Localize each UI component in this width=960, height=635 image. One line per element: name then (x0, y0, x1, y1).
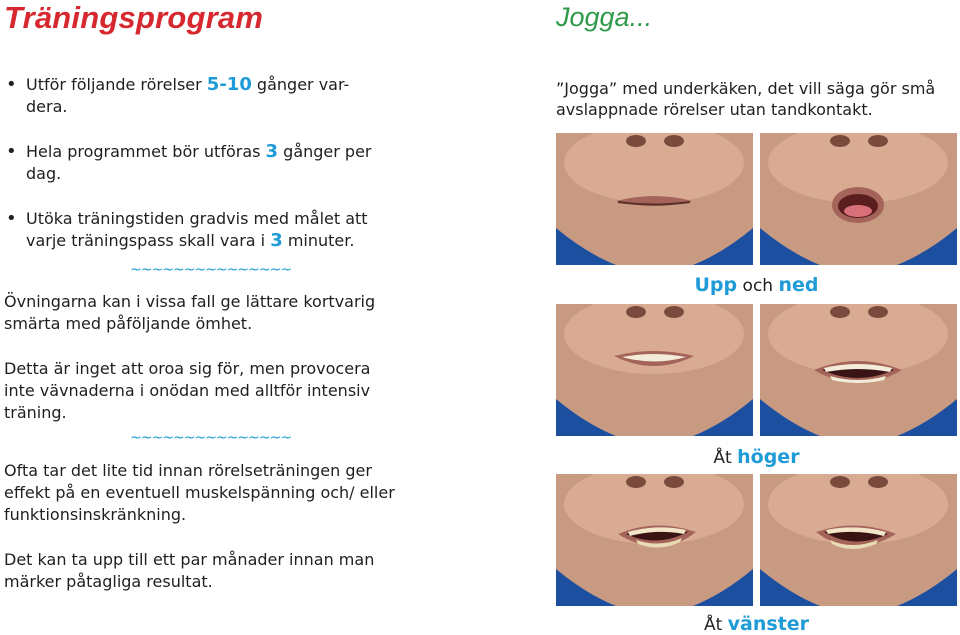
photo-mouth-open (760, 133, 957, 265)
caption-left: Åt vänster (703, 613, 810, 635)
photo-mouth-wide-teeth (760, 304, 957, 436)
page-title: Träningsprogram (4, 0, 264, 35)
photo-smile-teeth (556, 304, 753, 436)
session-minutes: 3 (270, 230, 283, 251)
wave-divider: ~~~~~~~~~~~~~~~ (130, 430, 291, 446)
list-item: • Utför följande rörelser 5-10 gånger var-dera. (0, 74, 376, 118)
caption-right: Åt höger (713, 446, 800, 468)
instruction-list (0, 74, 400, 275)
times-per-day: 3 (265, 141, 279, 162)
photo-jaw-right-2 (760, 474, 957, 606)
wave-divider: ~~~~~~~~~~~~~~~ (130, 262, 291, 278)
section-title-jogga: Jogga... (556, 2, 653, 32)
caption-up-down: Upp och ned (694, 274, 819, 296)
paragraph-results: Det kan ta upp till ett par månader innan man märker påtagliga resultat. (4, 550, 375, 591)
photo-mouth-closed (556, 133, 753, 265)
paragraph-effect: Ofta tar det lite tid innan rörelseträningen ger effekt på en eventuell muskelspänning och/ eller funktionsinskränkning. (4, 461, 395, 524)
repetition-count: 5-10 (206, 74, 252, 95)
photo-jaw-right-1 (556, 474, 753, 606)
list-item: • Utöka träningstiden gradvis med målet att varje träningspass skall vara i 3 minuter. (0, 208, 386, 252)
list-item: • Hela programmet bör utföras 3 gånger per dag. (0, 141, 396, 185)
exercise-intro: ”Jogga” med underkäken, det vill säga gör små avslappnade rörelser utan tandkontakt. (556, 79, 936, 119)
paragraph-no-worry: Detta är inget att oroa sig för, men provocera inte vävnaderna i onödan med alltför intensiv träning. (4, 359, 371, 422)
paragraph-pain: Övningarna kan i vissa fall ge lättare kortvarig smärta med påföljande ömhet. (4, 292, 376, 333)
